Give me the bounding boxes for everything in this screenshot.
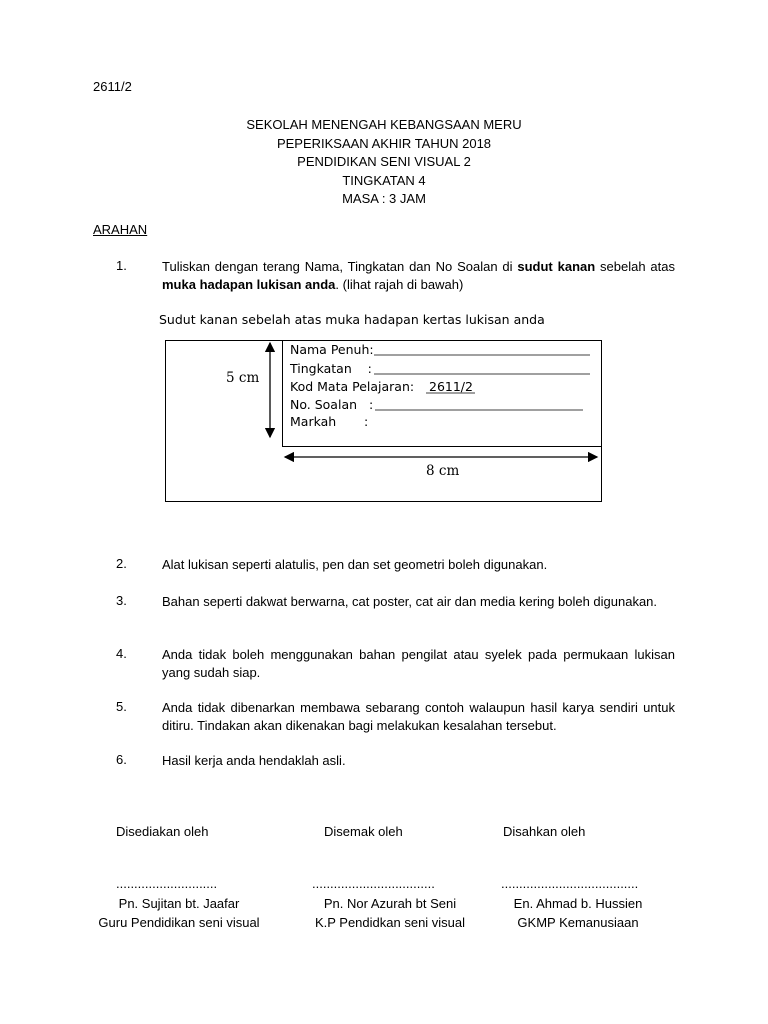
instruction-4-text: Anda tidak boleh menggunakan bahan pengilat atau syelek pada permukaan lukisan yang sudah siap. [162, 647, 675, 680]
field-subject-code: Kod Mata Pelajaran: 2611/2 [290, 379, 473, 394]
field-marks: Markah : [290, 414, 369, 429]
signature-line: ...................................... [501, 876, 639, 891]
exam-header [0, 116, 768, 209]
instruction-number: 1. [116, 258, 127, 273]
signatory-name: Pn. Nor Azurah bt Seni [323, 896, 457, 911]
signatory-position: GKMP Kemanusiaan [517, 915, 639, 930]
field-question-no: No. Soalan : [290, 397, 374, 412]
instruction-3-text: Bahan seperti dakwat berwarna, cat poster, cat air dan media kering boleh digunakan. [162, 594, 658, 609]
signatory-2 [290, 894, 490, 932]
width-label: 8 cm [426, 463, 460, 479]
signatory-3 [478, 894, 678, 932]
instruction-1-text: Tuliskan dengan terang Nama, Tingkatan dan No Soalan di sudut kanan sebelah atas muka hadapan lukisan anda. (lihat rajah di bawah) [162, 259, 675, 292]
signature-line: .................................. [312, 876, 435, 891]
instruction-6-text: Hasil kerja anda hendaklah asli. [162, 753, 346, 768]
form-level: TINGKATAN 4 [342, 172, 426, 188]
signatory-position: K.P Pendidkan seni visual [314, 915, 466, 930]
instruction-2-text: Alat lukisan seperti alatulis, pen dan set geometri boleh digunakan. [162, 557, 548, 572]
field-full-name: Nama Penuh: [290, 342, 374, 357]
instruction-number: 6. [116, 752, 127, 767]
subject-name: PENDIDIKAN SENI VISUAL 2 [297, 154, 471, 169]
instructions-title: ARAHAN [93, 222, 148, 237]
prepared-by-label: Disediakan oleh [116, 824, 209, 839]
subject-code-value: 2611/2 [429, 379, 473, 394]
signatory-position: Guru Pendidikan seni visual [98, 915, 260, 930]
instruction-number: 2. [116, 556, 127, 571]
instruction-number: 3. [116, 593, 127, 608]
label-placement-diagram [165, 337, 602, 502]
signatory-name: En. Ahmad b. Hussien [513, 896, 643, 911]
exam-duration: MASA : 3 JAM [342, 191, 426, 206]
paper-outline [166, 341, 602, 502]
approved-by-label: Disahkan oleh [503, 824, 586, 839]
school-name: SEKOLAH MENENGAH KEBANGSAAN MERU [246, 117, 522, 132]
instruction-5-text: Anda tidak dibenarkan membawa sebarang contoh walaupun hasil karya sendiri untuk ditiru. Tindakan akan dikenakan bagi melakukan kesalahan tersebut. [162, 700, 675, 733]
checked-by-label: Disemak oleh [324, 824, 403, 839]
field-form: Tingkatan : [290, 361, 372, 376]
exam-title: PEPERIKSAAN AKHIR TAHUN 2018 [276, 135, 492, 151]
instruction-number: 4. [116, 646, 127, 661]
instruction-number: 5. [116, 699, 127, 714]
signature-line: ............................ [116, 876, 218, 891]
signatory-name: Pn. Sujitan bt. Jaafar [118, 896, 240, 911]
diagram-caption: Sudut kanan sebelah atas muka hadapan kertas lukisan anda [159, 312, 545, 327]
height-label: 5 cm [226, 370, 260, 386]
paper-code: 2611/2 [93, 79, 132, 94]
signatory-1 [79, 894, 279, 932]
